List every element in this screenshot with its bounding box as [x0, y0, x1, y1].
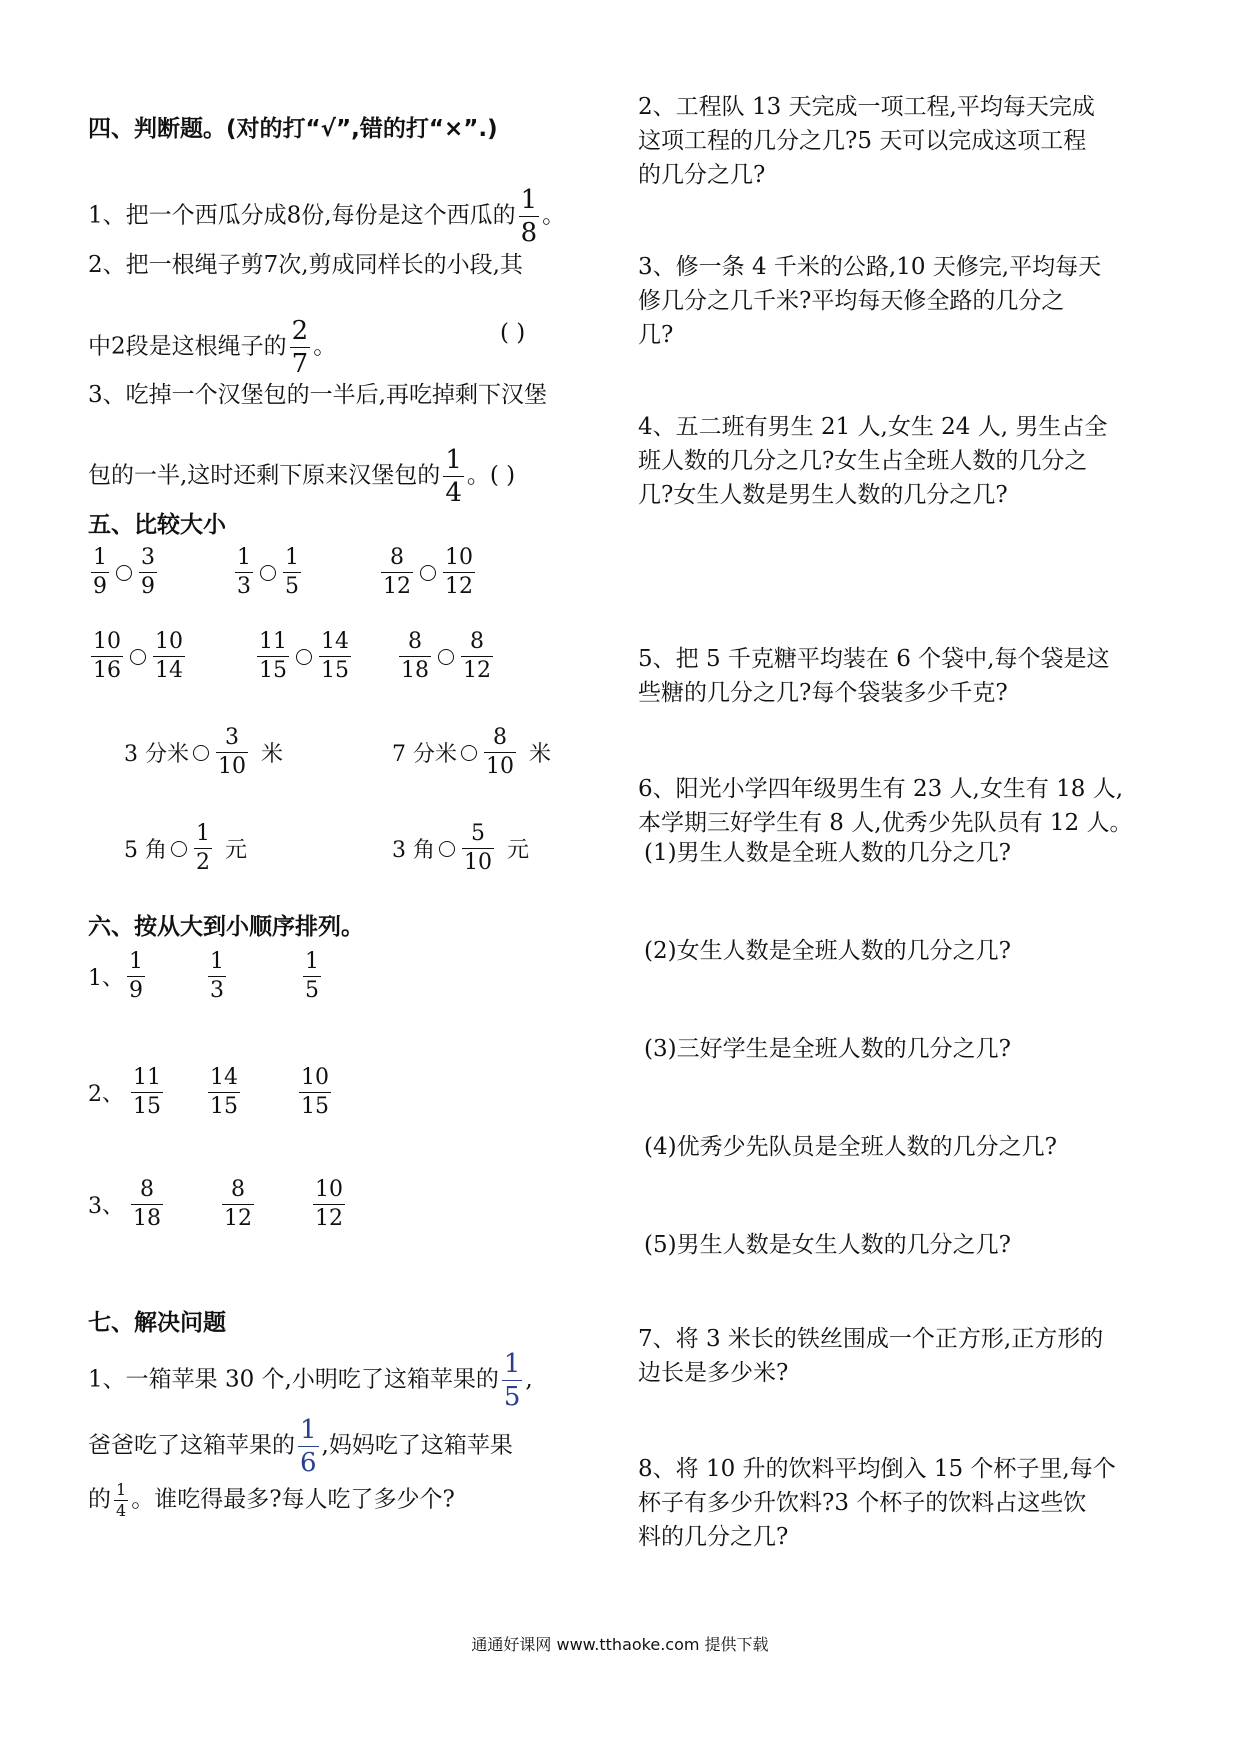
problem-q3: 3、修一条 4 千米的公路,10 天修完,平均每天 修几分之几千米?平均每天修全路的几分之 几?	[638, 254, 1102, 348]
problem-q5: 5、把 5 千克糖平均装在 6 个袋中,每个袋是这 些糖的几分之几?每个袋装多少千克?	[638, 646, 1110, 706]
order-row: 3、 $\frac{8}{18}$ $\frac{8}{12}$ $\frac{10}{12}$	[88, 1177, 343, 1231]
section-5-title: 五、比较大小	[88, 512, 226, 538]
judgment-q2-line1: 2、把一根绳子剪7次,剪成同样长的小段,其	[88, 252, 523, 278]
compare-item: $\frac{8}{12}$ $\frac{10}{12}$	[383, 545, 473, 599]
section-6-title: 六、按从大到小顺序排列。	[88, 914, 364, 940]
problem-q6: 6、阳光小学四年级男生有 23 人,女生有 18 人, 本学期三好学生有 8 人,优秀少先队员有 12 人。	[638, 776, 1133, 836]
answer-parentheses[interactable]: 。( )	[466, 462, 516, 489]
unit-compare-item: 3 角 $\frac{5}{10}$ 元	[392, 821, 530, 875]
problem-q7: 7、将 3 米长的铁丝围成一个正方形,正方形的 边长是多少米?	[638, 1326, 1104, 1386]
problem-q6-sub1: (1)男生人数是全班人数的几分之几?	[644, 840, 1011, 866]
fraction: $\frac{1}{8}$	[520, 185, 538, 248]
problem-q1-line2: 爸爸吃了这箱苹果的 $\frac{1}{6}$ ,妈妈吃了这箱苹果	[88, 1415, 513, 1478]
judgment-q1: 1、把一个西瓜分成8份,每份是这个西瓜的 $\frac{1}{8}$ 。	[88, 185, 566, 248]
fraction: $\frac{2}{7}$	[291, 316, 309, 379]
compare-circle[interactable]	[130, 649, 146, 665]
compare-circle[interactable]	[439, 841, 455, 857]
compare-circle[interactable]	[193, 745, 209, 761]
compare-circle[interactable]	[171, 841, 187, 857]
unit-compare-item: 5 角 $\frac{1}{2}$ 元	[124, 821, 248, 875]
compare-circle[interactable]	[116, 565, 132, 581]
compare-circle[interactable]	[461, 745, 477, 761]
problem-q2: 2、工程队 13 天完成一项工程,平均每天完成 这项工程的几分之几?5 天可以完成这项工程 的几分之几?	[638, 94, 1095, 188]
section-7-title: 七、解决问题	[88, 1310, 226, 1336]
problem-q6-sub5: (5)男生人数是女生人数的几分之几?	[644, 1232, 1011, 1258]
judgment-q2-line2: 中2段是这根绳子的 $\frac{2}{7}$ 。	[88, 316, 337, 379]
problem-q6-sub4: (4)优秀少先队员是全班人数的几分之几?	[644, 1134, 1057, 1160]
compare-item: $\frac{1}{9}$ $\frac{3}{9}$	[93, 545, 155, 599]
fraction: $\frac{1}{5}$	[503, 1349, 521, 1412]
unit-compare-item: 7 分米 $\frac{8}{10}$ 米	[392, 725, 552, 779]
compare-circle[interactable]	[438, 649, 454, 665]
section-4-title: 四、判断题。(对的打“√”,错的打“×”.)	[88, 116, 498, 142]
problem-q4: 4、五二班有男生 21 人,女生 24 人, 男生占全 班人数的几分之几?女生占全班人数的几分之 几?女生人数是男生人数的几分之几?	[638, 414, 1108, 508]
fraction: $\frac{1}{6}$	[300, 1415, 317, 1478]
footer-source: 通通好课网 www.tthaoke.com 提供下载	[471, 1635, 769, 1654]
fraction: $\frac{1}{4}$	[445, 445, 462, 508]
problem-q8: 8、将 10 升的饮料平均倒入 15 个杯子里,每个 杯子有多少升饮料?3 个杯子的饮料占这些饮 料的几分之几?	[638, 1456, 1116, 1550]
answer-parentheses[interactable]: ( )	[500, 320, 526, 346]
judgment-q3-line2: 包的一半,这时还剩下原来汉堡包的 $\frac{1}{4}$ 。( )	[88, 445, 516, 508]
order-row: 2、 $\frac{11}{15}$ $\frac{14}{15}$ $\frac{10}{15}$	[88, 1065, 329, 1119]
compare-item: $\frac{10}{16}$ $\frac{10}{14}$	[93, 629, 183, 683]
compare-item: $\frac{11}{15}$ $\frac{14}{15}$	[259, 629, 349, 683]
problem-q1-line3: 的 $\frac{1}{4}$ 。谁吃得最多?每人吃了多少个?	[88, 1480, 455, 1520]
compare-circle[interactable]	[260, 565, 276, 581]
unit-compare-item: 3 分米 $\frac{3}{10}$ 米	[124, 725, 284, 779]
problem-q6-sub2: (2)女生人数是全班人数的几分之几?	[644, 938, 1011, 964]
compare-circle[interactable]	[296, 649, 312, 665]
q1-text: 1、把一个西瓜分成8份,每份是这个西瓜的	[88, 202, 516, 229]
problem-q6-sub3: (3)三好学生是全班人数的几分之几?	[644, 1036, 1011, 1062]
compare-item: $\frac{8}{18}$ $\frac{8}{12}$	[401, 629, 491, 683]
compare-item: $\frac{1}{3}$ $\frac{1}{5}$	[237, 545, 299, 599]
fraction: $\frac{1}{4}$	[116, 1480, 127, 1520]
compare-circle[interactable]	[420, 565, 436, 581]
problem-q1-line1: 1、一箱苹果 30 个,小明吃了这箱苹果的 $\frac{1}{5}$ ,	[88, 1349, 533, 1412]
order-row: 1、 $\frac{1}{9}$ $\frac{1}{3}$ $\frac{1}{5}$	[88, 949, 319, 1003]
judgment-q3-line1: 3、吃掉一个汉堡包的一半后,再吃掉剩下汉堡	[88, 382, 547, 408]
